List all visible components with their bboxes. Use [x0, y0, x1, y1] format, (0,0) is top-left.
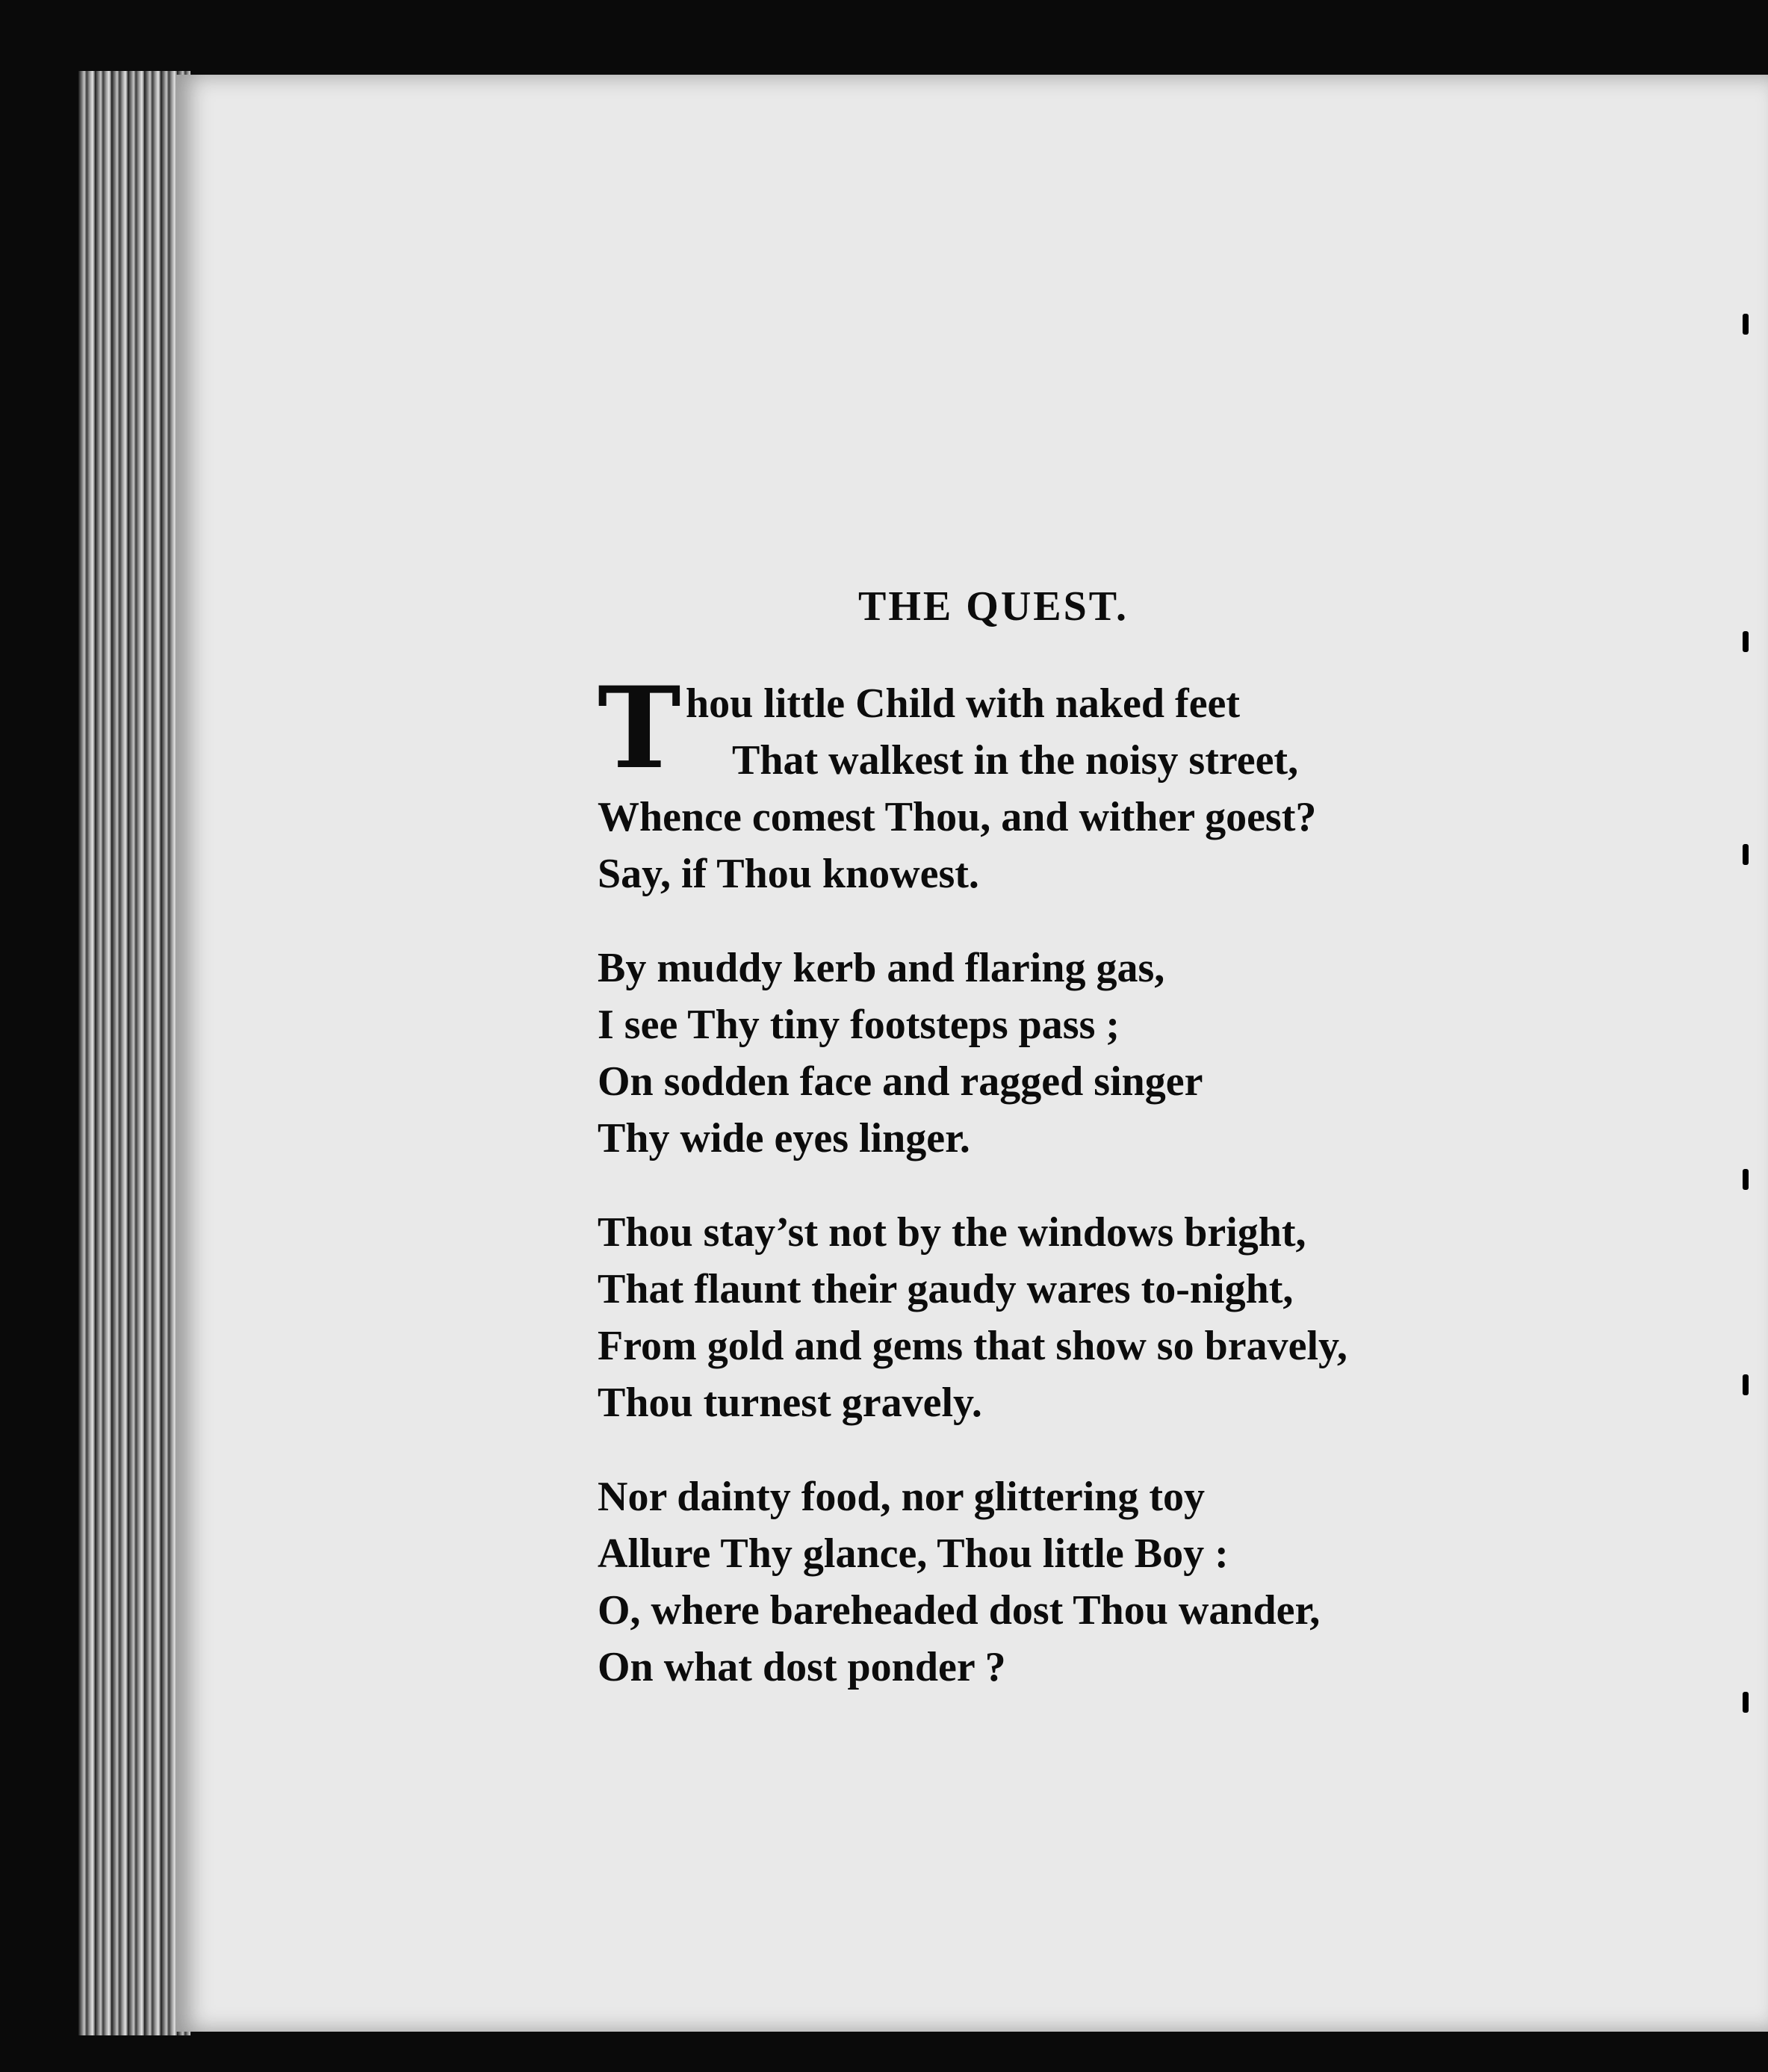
stanza-2	[598, 940, 1569, 1167]
poem	[598, 583, 1569, 1733]
poem-line: Nor dainty food, nor glittering toy	[598, 1474, 1206, 1520]
poem-line: Allure Thy glance, Thou little Boy :	[598, 1530, 1229, 1577]
poem-line: Thy wide eyes linger.	[598, 1115, 970, 1161]
edge-mark	[1743, 844, 1749, 865]
edge-mark	[1743, 631, 1749, 652]
poem-line: Whence comest Thou, and wither goest?	[598, 794, 1317, 840]
poem-line: By muddy kerb and flaring gas,	[598, 945, 1165, 991]
right-edge-marks	[1731, 75, 1753, 2032]
drop-cap: T	[598, 663, 681, 794]
poem-line: From gold and gems that show so bravely,	[598, 1323, 1347, 1369]
poem-line: On what dost ponder ?	[598, 1644, 1006, 1690]
poem-line: O, where bareheaded dost Thou wander,	[598, 1587, 1321, 1634]
poem-line: Say, if Thou knowest.	[598, 851, 979, 897]
stanza-1	[598, 663, 1569, 902]
poem-line: Thou turnest gravely.	[598, 1380, 982, 1426]
line-text: hou little Child with naked feet	[686, 680, 1241, 727]
stanza-4	[598, 1468, 1569, 1696]
edge-mark	[1743, 314, 1749, 335]
stanza-3	[598, 1204, 1569, 1431]
poem-line: On sodden face and ragged singer	[598, 1058, 1203, 1105]
poem-line: That flaunt their gaudy wares to-night,	[598, 1266, 1294, 1312]
poem-line: Thou stay’st not by the windows bright,	[598, 1209, 1306, 1256]
edge-mark	[1743, 1374, 1749, 1395]
poem-title: THE QUEST.	[858, 583, 1129, 630]
poem-line: That walkest in the noisy street,	[732, 737, 1299, 784]
edge-mark	[1743, 1692, 1749, 1713]
book-page-edges	[78, 71, 190, 2035]
poem-line: I see Thy tiny footsteps pass ;	[598, 1002, 1120, 1048]
edge-mark	[1743, 1169, 1749, 1190]
